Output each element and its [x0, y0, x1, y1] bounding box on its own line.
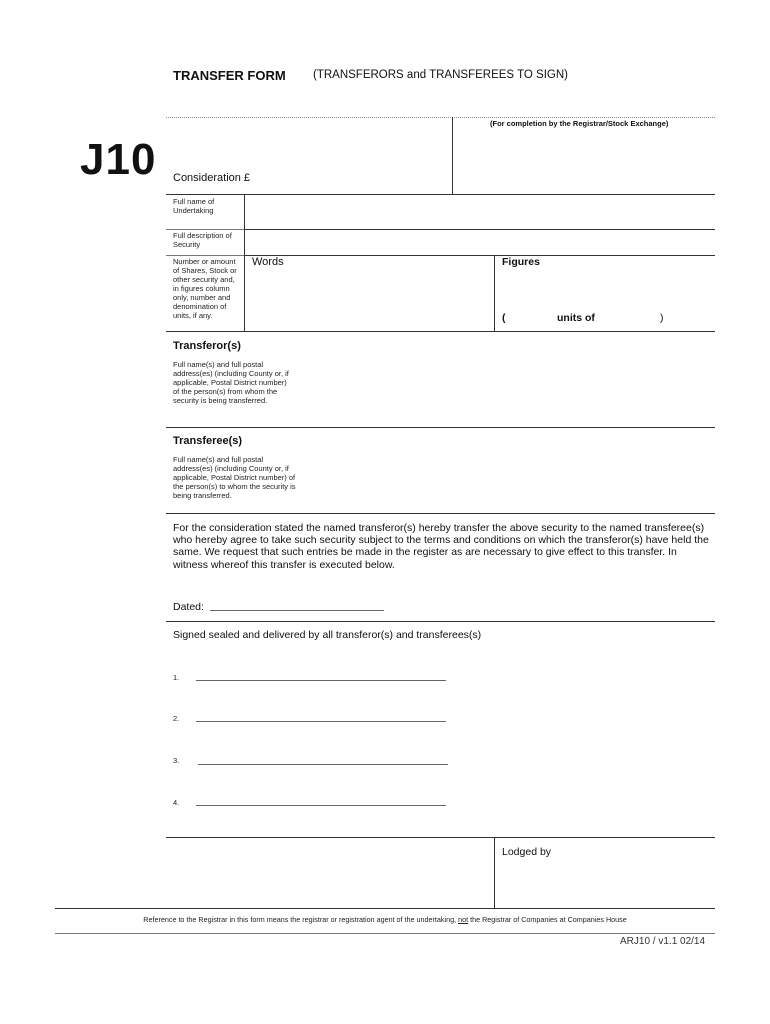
registrar-box-label: (For completion by the Registrar/Stock Exchange)	[490, 119, 669, 128]
lodged-label: Lodged by	[502, 846, 552, 858]
consideration-field[interactable]	[252, 168, 448, 190]
transferee-description: Full name(s) and full postal address(es) (including County or, if applicable, Postal District number) of the person(s) to whom the security is being transferred.	[173, 455, 296, 500]
security-label: Full description of Security	[173, 231, 232, 249]
undertaking-bottom-rule	[244, 229, 715, 230]
signature-number-2: 2.	[173, 714, 180, 723]
units-close-paren: )	[660, 312, 664, 324]
figures-label: Figures	[502, 256, 540, 268]
undertaking-left-rule	[166, 229, 244, 230]
security-field[interactable]	[246, 231, 714, 253]
consideration-bottom-rule	[166, 194, 715, 195]
form-title: TRANSFER FORM	[173, 68, 286, 83]
figures-column-divider	[494, 255, 495, 331]
form-version: ARJ10 / v1.1 02/14	[620, 936, 706, 947]
security-left-rule	[166, 255, 244, 256]
transferor-bottom-rule	[166, 427, 715, 428]
transferee-bottom-rule	[166, 513, 715, 514]
form-code: J10	[80, 135, 157, 184]
top-divider	[166, 117, 715, 118]
signature-number-4: 4.	[173, 798, 180, 807]
declaration-text: For the consideration stated the named transferor(s) hereby transfer the above security to the named transferee(s) who hereby agree to take such security subject to the terms and conditions on which the transferor(s) have held the same. We request that such entries be made in the register as are necessary to give effect to this transfer. In witness whereof this transfer is executed below.	[173, 522, 709, 571]
left-column-divider	[244, 194, 245, 331]
units-label: units of	[557, 312, 595, 324]
figures-field[interactable]	[497, 272, 713, 308]
undertaking-field[interactable]	[246, 196, 714, 228]
transferee-field[interactable]	[300, 431, 714, 511]
transferor-field[interactable]	[300, 336, 714, 424]
amount-label: Number or amount of Shares, Stock or other security and, in figures column only, number and denomination of units, if any.	[173, 257, 237, 320]
footer-reference-suffix: the Registrar of Companies at Companies House	[470, 915, 627, 924]
signature-line-1[interactable]	[196, 680, 446, 681]
footer-reference	[55, 915, 715, 924]
dated-label: Dated:	[173, 601, 204, 613]
footer-top-rule	[55, 908, 715, 909]
declaration-bottom-rule	[166, 621, 715, 622]
dated-field[interactable]	[210, 610, 384, 611]
signature-line-2[interactable]	[196, 721, 446, 722]
consideration-label: Consideration £	[173, 172, 251, 184]
signature-line-4[interactable]	[196, 805, 446, 806]
footer-reference-prefix: Reference to the Registrar in this form means the registrar or registration agent of the undertaking,	[143, 915, 457, 924]
signatures-bottom-rule	[166, 837, 715, 838]
signatures-heading: Signed sealed and delivered by all transferor(s) and transferees(s)	[173, 629, 482, 641]
units-open-paren: (	[502, 312, 506, 324]
footer-reference-not: not	[458, 915, 469, 924]
amount-bottom-rule	[166, 331, 715, 332]
signature-number-1: 1.	[173, 673, 180, 682]
lodged-divider	[494, 837, 495, 908]
registrar-box-divider	[452, 117, 453, 194]
transferor-title: Transferor(s)	[173, 340, 241, 352]
form-subtitle: (TRANSFERORS and TRANSFEREES TO SIGN)	[313, 69, 568, 81]
transferee-title: Transferee(s)	[173, 435, 243, 447]
registrar-box-field[interactable]	[454, 132, 714, 192]
transferor-description: Full name(s) and full postal address(es) (including County or, if applicable, Postal District number) of the person(s) from whom the security is being transferred.	[173, 360, 289, 405]
words-field[interactable]	[246, 272, 492, 328]
footer-bottom-rule	[55, 933, 715, 934]
signature-number-3: 3.	[173, 756, 180, 765]
signature-line-3[interactable]	[198, 764, 448, 765]
security-bottom-rule	[244, 255, 715, 256]
undertaking-label: Full name of Undertaking	[173, 197, 215, 215]
lodged-field[interactable]	[497, 862, 713, 906]
words-label: Words	[252, 256, 284, 268]
